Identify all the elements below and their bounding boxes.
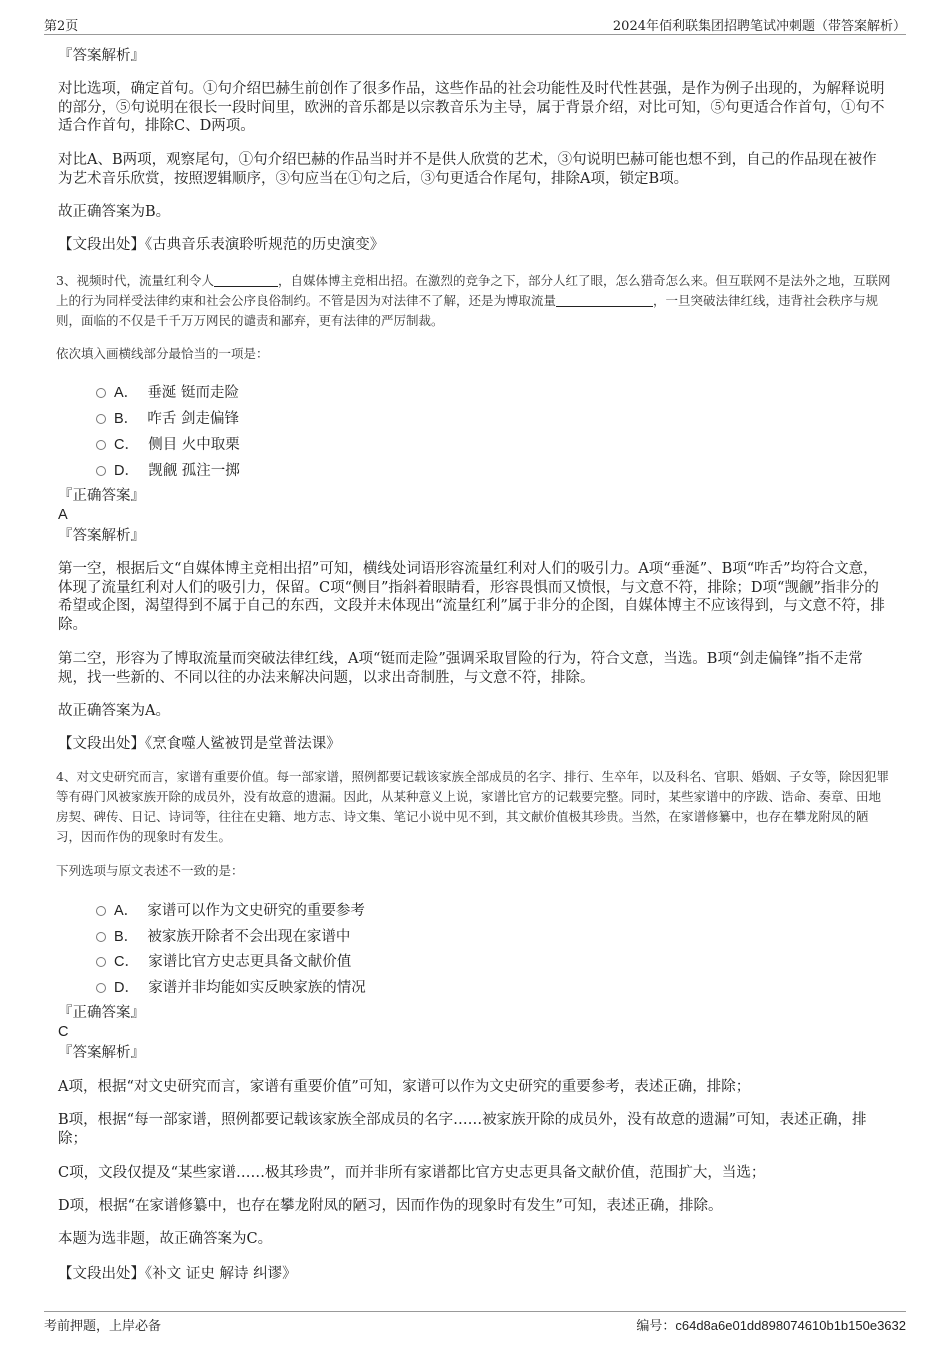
radio-icon[interactable] xyxy=(96,906,106,916)
q3-analysis-label: 『答案解析』 xyxy=(58,528,145,544)
q3-answer: A xyxy=(58,507,68,523)
q3-analysis-p2: 第二空，形容为了博取流量而突破法律红线，A项“铤而走险”强调采取冒险的行为，符合文意，当选。B项“剑走偏锋”指不走常规，找一些新的、不同以往的办法来解决问题，以求出奇制胜，与文意不符，排除。 xyxy=(58,651,863,686)
q4-option-c[interactable]: C． 家谱比官方史志更具备文献价值 xyxy=(96,950,351,971)
q3-option-a[interactable]: A． 垂涎 铤而走险 xyxy=(96,381,239,402)
q4-analysis-b: B项，根据“每一部家谱，照例都要记载该家族全部成员的名字……被家族开除的成员外，没有故意的遗漏”可知，表述正确，排除； xyxy=(58,1112,867,1147)
q3-source: 【文段出处】《烹食噬人鲨被罚是堂普法课》 xyxy=(58,736,341,752)
q4-analysis-c: C项，文段仅提及“某些家谱……极其珍贵”，而并非所有家谱都比官方史志更具备文献价值，范围扩大，当选； xyxy=(58,1165,766,1181)
q4-analysis-d: D项，根据“在家谱修纂中，也存在攀龙附凤的陋习，因而作伪的现象时有发生”可知，表述正确，排除。 xyxy=(58,1198,723,1214)
radio-icon[interactable] xyxy=(96,932,106,942)
q4-correct-label: 『正确答案』 xyxy=(58,1005,145,1021)
q2-analysis-label: 『答案解析』 xyxy=(58,48,145,64)
radio-icon[interactable] xyxy=(96,983,106,993)
document-code: 编号：c64d8a6e01dd898074610b1b150e3632 xyxy=(636,1318,906,1334)
q4-option-b[interactable]: B． 被家族开除者不会出现在家谱中 xyxy=(96,925,350,946)
q3-option-b[interactable]: B． 咋舌 剑走偏锋 xyxy=(96,407,239,428)
q3-option-d[interactable]: D． 觊觎 孤注一掷 xyxy=(96,459,240,480)
q3-stem: 3、视频时代，流量红利令人 ，自媒体博主竞相出招。在激烈的竞争之下，部分人红了眼，怎么猎奇怎么来。但互联网不是法外之地，互联网上的行为同样受法律约束和社会公序良俗制约。不管是因为对法律不了解，还是为博取流量 ，一旦突破法律红线，违背社会秩序与规则，面临的不仅是千千万万网民的谴责和鄙弃，更有法律的严厉制裁。 xyxy=(56,273,891,328)
q4-stem: 4、对文史研究而言，家谱有重要价值。每一部家谱，照例都要记载该家族全部成员的名字、排行、生卒年，以及科名、官职、婚姻、子女等，除因犯罪等有碍门风被家族开除的成员外，没有故意的遗漏。因此，从某种意义上说，家谱比官方的记载要完整。同时，某些家谱中的序跋、诰命、奏章、田地房契、碑传、日记、诗词等，往往在史籍、地方志、诗文集、笔记小说中见不到，其文献价值极其珍贵。当然，在家谱修纂中，也存在攀龙附凤的陋习，因而作伪的现象时有发生。 xyxy=(56,769,889,844)
q4-analysis-label: 『答案解析』 xyxy=(58,1045,145,1061)
q3-prompt: 依次填入画横线部分最恰当的一项是： xyxy=(56,346,269,361)
page-number: 第2页 xyxy=(44,19,79,34)
q4-option-a[interactable]: A． 家谱可以作为文史研究的重要参考 xyxy=(96,899,365,920)
document-title: 2024年佰利联集团招聘笔试冲刺题（带答案解析） xyxy=(612,19,906,34)
q2-source: 【文段出处】《古典音乐表演聆听规范的历史演变》 xyxy=(58,237,385,253)
q2-analysis-p1: 对比选项，确定首句。①句介绍巴赫生前创作了很多作品，这些作品的社会功能性及时代性甚强，是作为例子出现的，为解释说明的部分，⑤句说明在很长一段时间里，欧洲的音乐都是以宗教音乐为主导，属于背景介绍，对比可知，⑤句更适合作首句，①句不适合作首句，排除C、D两项。 xyxy=(58,81,885,134)
q2-analysis-p2: 对比A、B两项，观察尾句，①句介绍巴赫的作品当时并不是供人欣赏的艺术，③句说明巴赫可能也想不到，自己的作品现在被作为艺术音乐欣赏，按照逻辑顺序，③句应当在①句之后，③句更适合作尾句，排除A项，锁定B项。 xyxy=(58,152,877,187)
q4-option-d[interactable]: D． 家谱并非均能如实反映家族的情况 xyxy=(96,976,366,997)
blank-2[interactable] xyxy=(556,294,653,307)
radio-icon[interactable] xyxy=(96,957,106,967)
page-footer xyxy=(44,1311,906,1334)
q4-conclusion: 本题为选非题，故正确答案为C。 xyxy=(58,1231,273,1247)
radio-icon[interactable] xyxy=(96,440,106,450)
q4-answer: C xyxy=(58,1024,69,1040)
q4-source: 【文段出处】《补文 证史 解诗 纠谬》 xyxy=(58,1266,297,1282)
page-header xyxy=(44,12,906,35)
footer-slogan: 考前押题，上岸必备 xyxy=(44,1319,162,1334)
blank-1[interactable] xyxy=(214,274,278,287)
q3-option-c[interactable]: C． 侧目 火中取栗 xyxy=(96,433,240,454)
q3-conclusion: 故正确答案为A。 xyxy=(58,703,170,719)
radio-icon[interactable] xyxy=(96,466,106,476)
q4-prompt: 下列选项与原文表述不一致的是： xyxy=(56,863,244,878)
q2-conclusion: 故正确答案为B。 xyxy=(58,204,171,220)
q3-correct-label: 『正确答案』 xyxy=(58,488,145,504)
q3-analysis-p1: 第一空，根据后文“自媒体博主竞相出招”可知，横线处词语形容流量红利对人们的吸引力。A项“垂涎”、B项“咋舌”均符合文意，体现了流量红利对人们的吸引力，保留。C项“侧目”指斜着眼睛看，形容畏惧而又愤恨，与文意不符，排除；D项“觊觎”指非分的希望或企图，渴望得到不属于自己的东西，文段并未体现出“流量红利”属于非分的企图，自媒体博主不应该得到，与文意不符，排除。 xyxy=(58,561,885,633)
radio-icon[interactable] xyxy=(96,414,106,424)
radio-icon[interactable] xyxy=(96,388,106,398)
q4-analysis-a: A项，根据“对文史研究而言，家谱有重要价值”可知，家谱可以作为文史研究的重要参考，表述正确，排除； xyxy=(58,1079,751,1095)
